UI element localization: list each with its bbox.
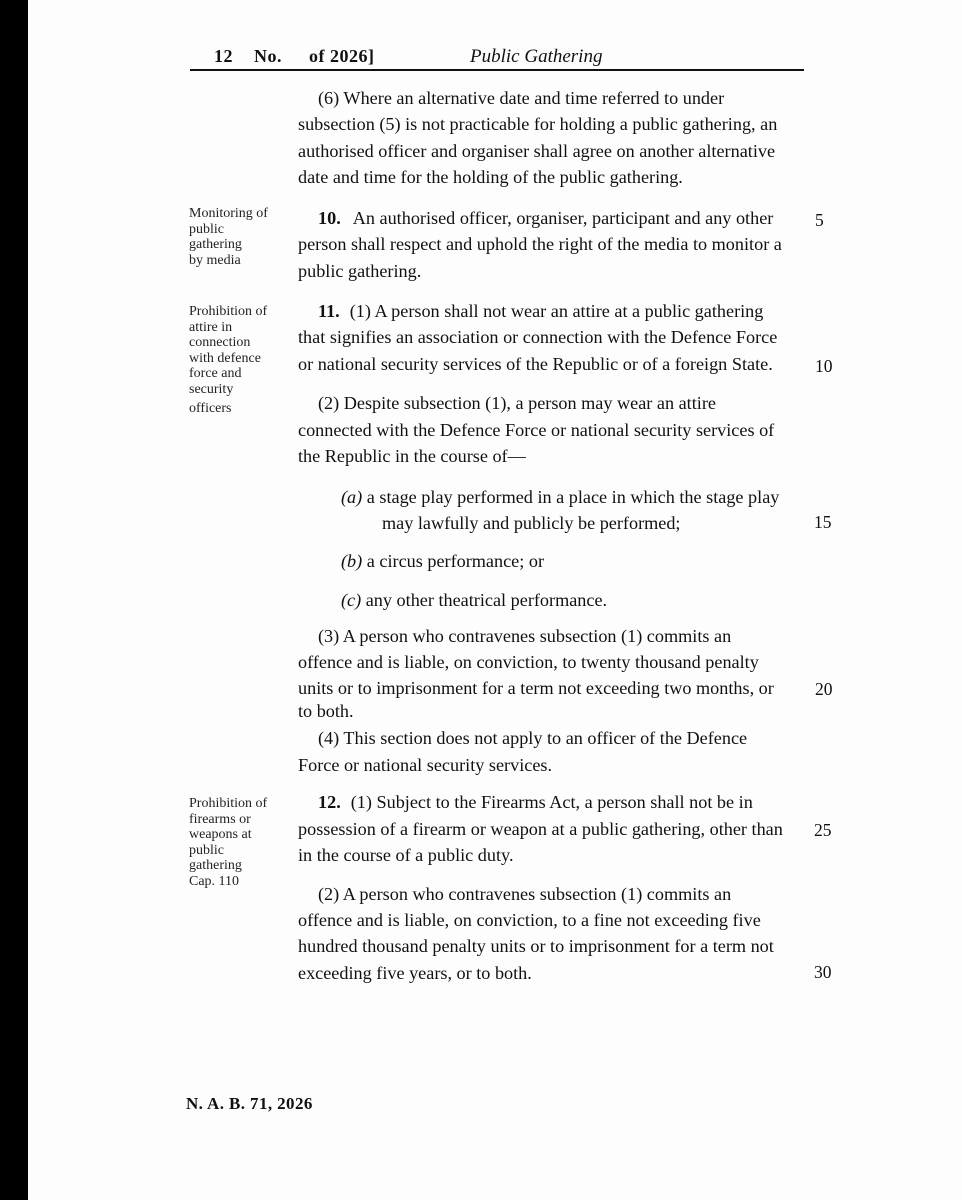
margin-note-attire [189, 304, 267, 416]
running-header [190, 42, 804, 70]
s12-2-line-3: hundred thousand penalty units or to imprisonment for a term not [298, 936, 774, 956]
margin-note-line: public [189, 842, 224, 858]
s11-2-a-line-1 [341, 484, 779, 511]
header-no-label: No. [254, 46, 282, 66]
header-rule [190, 69, 804, 71]
header-year: of 2026] [309, 46, 375, 66]
margin-note-line: force and [189, 366, 242, 382]
header-left [214, 46, 391, 67]
margin-note-line: Prohibition of [189, 304, 268, 319]
item-b-label: (b) [341, 551, 363, 571]
s9-6-line-3: authorised officer and organiser shall agree on another alternative [298, 141, 776, 161]
item-c-label: (c) [341, 590, 362, 610]
s12-1-line-3: in the course of a public duty. [298, 845, 514, 865]
line-number-15: 15 [814, 512, 832, 532]
margin-note-line: firearms or [189, 811, 251, 827]
s12-1-text: (1) Subject to the Firearms Act, a person shall not be in [350, 792, 753, 812]
s11-2-b [341, 548, 544, 575]
s11-1-text: (1) A person shall not wear an attire at a public gathering [349, 301, 764, 321]
header-title: Public Gathering [470, 46, 603, 67]
margin-note-line: officers [189, 400, 232, 416]
line-number-25: 25 [814, 820, 832, 840]
item-a-label: (a) [341, 487, 363, 507]
s12-1-line-2: possession of a firearm or weapon at a public gathering, other than [298, 819, 783, 839]
margin-note-media [189, 206, 268, 268]
header-page-number: 12 [214, 46, 233, 66]
s12-2-line-4: exceeding five years, or to both. [298, 963, 532, 983]
s9-6-line-1: (6) Where an alternative date and time referred to under [318, 88, 725, 108]
section-number-11: 11. [318, 301, 340, 321]
margin-note-line: Cap. 110 [189, 873, 240, 889]
s10-line-1 [318, 205, 773, 232]
s9-6-line-2: subsection (5) is not practicable for holding a public gathering, an [298, 114, 778, 134]
s12-1-line-1 [318, 789, 753, 816]
item-a-text: a stage play performed in a place in which the stage play [366, 487, 780, 507]
margin-note-line: public [189, 221, 224, 237]
s11-3-line-4: to both. [298, 701, 354, 721]
item-c-text: any other theatrical performance. [365, 590, 608, 610]
line-number-30: 30 [814, 962, 832, 982]
s11-4-line-1: (4) This section does not apply to an officer of the Defence [318, 728, 748, 748]
margin-note-line: by media [189, 252, 241, 268]
section-number-10: 10. [318, 208, 341, 228]
document-page [28, 0, 962, 1200]
margin-note-line: gathering [189, 858, 242, 874]
line-number-10: 10 [815, 356, 833, 376]
s11-4-line-2: Force or national security services. [298, 755, 553, 775]
margin-note-line: Prohibition of [189, 796, 268, 811]
s12-2-line-2: offence and is liable, on conviction, to a fine not exceeding five [298, 910, 761, 930]
margin-note-line: weapons at [189, 827, 252, 843]
line-number-5: 5 [815, 210, 824, 230]
margin-note-line: Monitoring of [189, 206, 268, 221]
s10-line-2: person shall respect and uphold the right of the media to monitor a [298, 234, 782, 254]
footer-bill-reference: N. A. B. 71, 2026 [186, 1094, 313, 1113]
section-number-12: 12. [318, 792, 341, 812]
s11-2-line-3: the Republic in the course of— [298, 446, 526, 466]
s11-1-line-3: or national security services of the Republic or of a foreign State. [298, 354, 773, 374]
margin-note-line: connection [189, 335, 251, 351]
s11-3-line-2: offence and is liable, on conviction, to twenty thousand penalty [298, 652, 759, 672]
s11-2-a-line-2: may lawfully and publicly be performed; [382, 513, 681, 533]
s11-1-line-1 [318, 298, 763, 325]
s10-line-3: public gathering. [298, 261, 422, 281]
line-number-20: 20 [815, 679, 833, 699]
margin-note-firearms [189, 796, 267, 890]
margin-note-line: security [189, 381, 234, 397]
margin-note-line: with defence [189, 350, 261, 366]
s11-1-line-2: that signifies an association or connection with the Defence Force [298, 327, 778, 347]
margin-note-line: attire in [189, 319, 233, 335]
s11-2-line-1: (2) Despite subsection (1), a person may wear an attire [318, 393, 716, 413]
item-b-text: a circus performance; or [366, 551, 544, 571]
s11-2-c [341, 587, 607, 614]
s10-text: An authorised officer, organiser, participant and any other [352, 208, 774, 228]
s12-2-line-1: (2) A person who contravenes subsection (1) commits an [318, 884, 732, 904]
s9-6-line-4: date and time for the holding of the public gathering. [298, 167, 683, 187]
s11-3-line-1: (3) A person who contravenes subsection (1) commits an [318, 626, 732, 646]
s11-3-line-3: units or to imprisonment for a term not exceeding two months, or [298, 678, 774, 698]
s11-2-line-2: connected with the Defence Force or national security services of [298, 420, 775, 440]
margin-note-line: gathering [189, 237, 242, 253]
